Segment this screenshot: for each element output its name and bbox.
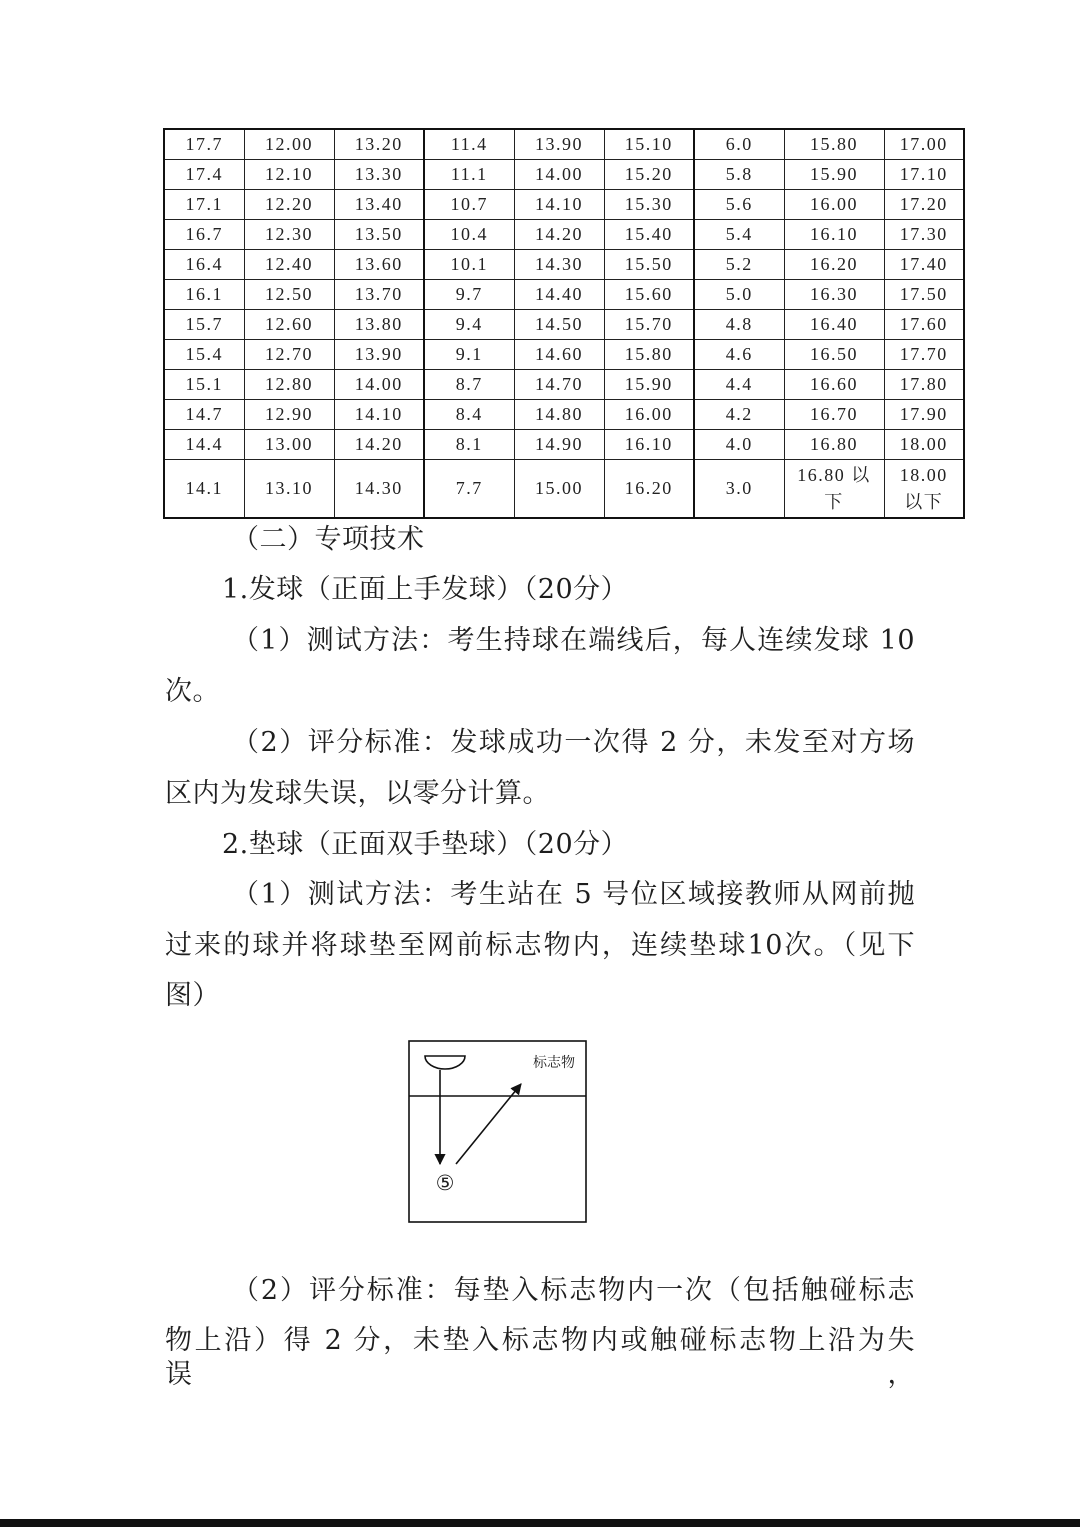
table-cell: 9.7: [424, 280, 514, 310]
table-cell: 14.00: [514, 160, 604, 190]
table-cell: 7.7: [424, 460, 514, 519]
table-cell: 10.4: [424, 220, 514, 250]
table-cell: 15.60: [604, 280, 694, 310]
table-row: [164, 220, 964, 250]
table-cell: 11.4: [424, 129, 514, 160]
table-cell: 14.90: [514, 430, 604, 460]
table-cell: 14.40: [514, 280, 604, 310]
table-cell: 10.1: [424, 250, 514, 280]
table-cell: 8.4: [424, 400, 514, 430]
table-cell: 15.90: [784, 160, 884, 190]
table-row: [164, 430, 964, 460]
table-cell: 16.10: [604, 430, 694, 460]
table-cell: 14.30: [514, 250, 604, 280]
table-cell: 13.70: [334, 280, 424, 310]
table-cell: 15.20: [604, 160, 694, 190]
table-cell: 17.80: [884, 370, 964, 400]
table-cell: 4.8: [694, 310, 784, 340]
table-cell: 8.7: [424, 370, 514, 400]
table-cell: 16.80 以下: [784, 460, 884, 519]
table-cell: 18.00: [884, 430, 964, 460]
table-cell: 14.20: [334, 430, 424, 460]
table-cell: 16.4: [164, 250, 244, 280]
table-cell: 16.40: [784, 310, 884, 340]
table-cell: 17.00: [884, 129, 964, 160]
score-table: [163, 128, 965, 519]
table-cell: 17.90: [884, 400, 964, 430]
score-table-body: [164, 129, 964, 518]
table-cell: 12.00: [244, 129, 334, 160]
table-cell: 10.7: [424, 190, 514, 220]
dig-method-line: 过来的球并将球垫至网前标志物内，连续垫球10次。（见下: [165, 930, 915, 961]
table-cell: 17.30: [884, 220, 964, 250]
table-cell: 14.70: [514, 370, 604, 400]
table-cell: 14.10: [514, 190, 604, 220]
dig-scoring-line: （2）评分标准：每垫入标志物内一次（包括触碰标志: [232, 1275, 915, 1306]
table-cell: 17.4: [164, 160, 244, 190]
table-cell: 17.1: [164, 190, 244, 220]
table-cell: 16.80: [784, 430, 884, 460]
table-cell: 8.1: [424, 430, 514, 460]
table-cell: 15.40: [604, 220, 694, 250]
table-cell: 16.10: [784, 220, 884, 250]
table-cell: 12.50: [244, 280, 334, 310]
table-cell: 15.80: [604, 340, 694, 370]
table-cell: 4.0: [694, 430, 784, 460]
table-cell: 14.30: [334, 460, 424, 519]
table-cell: 17.7: [164, 129, 244, 160]
section-heading: （二）专项技术: [232, 524, 425, 555]
table-cell: 16.50: [784, 340, 884, 370]
table-cell: 16.60: [784, 370, 884, 400]
table-cell: 9.1: [424, 340, 514, 370]
table-cell: 16.20: [604, 460, 694, 519]
table-cell: 16.1: [164, 280, 244, 310]
table-row: [164, 280, 964, 310]
table-cell: 15.30: [604, 190, 694, 220]
table-cell: 13.90: [514, 129, 604, 160]
table-cell: 17.60: [884, 310, 964, 340]
table-cell: 15.7: [164, 310, 244, 340]
table-cell: 14.80: [514, 400, 604, 430]
table-cell: 15.1: [164, 370, 244, 400]
table-cell: 14.1: [164, 460, 244, 519]
dig-drill-diagram: [408, 1040, 588, 1224]
table-cell: 14.4: [164, 430, 244, 460]
table-cell: 15.4: [164, 340, 244, 370]
table-cell: 14.7: [164, 400, 244, 430]
table-cell: 16.00: [604, 400, 694, 430]
table-cell: 15.00: [514, 460, 604, 519]
table-cell: 14.60: [514, 340, 604, 370]
table-cell: 13.50: [334, 220, 424, 250]
serve-method-line: 次。: [165, 676, 220, 707]
table-cell: 14.50: [514, 310, 604, 340]
table-cell: 16.7: [164, 220, 244, 250]
table-cell: 12.90: [244, 400, 334, 430]
table-row: [164, 190, 964, 220]
table-row: [164, 310, 964, 340]
table-cell: 14.00: [334, 370, 424, 400]
target-marker-icon: [425, 1056, 465, 1069]
serve-scoring-line: 区内为发球失误，以零分计算。: [165, 778, 550, 809]
table-cell: 15.90: [604, 370, 694, 400]
table-row: [164, 400, 964, 430]
table-row: [164, 129, 964, 160]
table-cell: 12.30: [244, 220, 334, 250]
table-cell: 16.30: [784, 280, 884, 310]
table-row: [164, 370, 964, 400]
table-cell: 13.00: [244, 430, 334, 460]
table-cell: 15.50: [604, 250, 694, 280]
table-cell: 17.40: [884, 250, 964, 280]
table-cell: 4.6: [694, 340, 784, 370]
serve-title: 1.发球（正面上手发球）（20分）: [222, 574, 629, 605]
table-cell: 13.90: [334, 340, 424, 370]
table-cell: 4.4: [694, 370, 784, 400]
serve-scoring-line: （2）评分标准：发球成功一次得 2 分，未发至对方场: [232, 727, 915, 758]
table-row: [164, 160, 964, 190]
page-bottom-edge: [0, 1519, 1080, 1527]
table-cell: 13.80: [334, 310, 424, 340]
table-cell: 17.10: [884, 160, 964, 190]
table-cell: 6.0: [694, 129, 784, 160]
table-cell: 15.10: [604, 129, 694, 160]
table-cell: 12.10: [244, 160, 334, 190]
table-cell: 3.0: [694, 460, 784, 519]
dig-method-line: （1）测试方法：考生站在 5 号位区域接教师从网前抛: [232, 879, 915, 910]
table-cell: 14.20: [514, 220, 604, 250]
table-row: [164, 340, 964, 370]
table-cell: 13.40: [334, 190, 424, 220]
table-cell: 12.40: [244, 250, 334, 280]
table-cell: 13.20: [334, 129, 424, 160]
table-cell: 13.30: [334, 160, 424, 190]
table-cell: 12.20: [244, 190, 334, 220]
dig-scoring-line: 物上沿）得 2 分，未垫入标志物内或触碰标志物上沿为失误，: [165, 1325, 915, 1390]
table-cell: 12.60: [244, 310, 334, 340]
table-cell: 14.10: [334, 400, 424, 430]
table-row: [164, 250, 964, 280]
table-cell: 18.00 以下: [884, 460, 964, 519]
table-cell: 5.4: [694, 220, 784, 250]
table-cell: 16.20: [784, 250, 884, 280]
table-cell: 16.70: [784, 400, 884, 430]
dig-method-line: 图）: [165, 980, 220, 1011]
table-cell: 15.80: [784, 129, 884, 160]
table-cell: 17.70: [884, 340, 964, 370]
table-cell: 12.80: [244, 370, 334, 400]
table-cell: 5.8: [694, 160, 784, 190]
table-cell: 4.2: [694, 400, 784, 430]
target-marker-label: 标志物: [533, 1055, 575, 1071]
table-cell: 13.60: [334, 250, 424, 280]
table-cell: 5.2: [694, 250, 784, 280]
dig-title: 2.垫球（正面双手垫球）（20分）: [222, 829, 629, 860]
table-cell: 5.0: [694, 280, 784, 310]
table-row: [164, 460, 964, 519]
table-cell: 11.1: [424, 160, 514, 190]
table-cell: 17.20: [884, 190, 964, 220]
table-cell: 9.4: [424, 310, 514, 340]
serve-method-line: （1）测试方法：考生持球在端线后，每人连续发球 10: [232, 625, 915, 656]
position-5-label: ⑤: [435, 1171, 455, 1195]
table-cell: 16.00: [784, 190, 884, 220]
table-cell: 5.6: [694, 190, 784, 220]
table-cell: 15.70: [604, 310, 694, 340]
table-cell: 13.10: [244, 460, 334, 519]
table-cell: 17.50: [884, 280, 964, 310]
table-cell: 12.70: [244, 340, 334, 370]
